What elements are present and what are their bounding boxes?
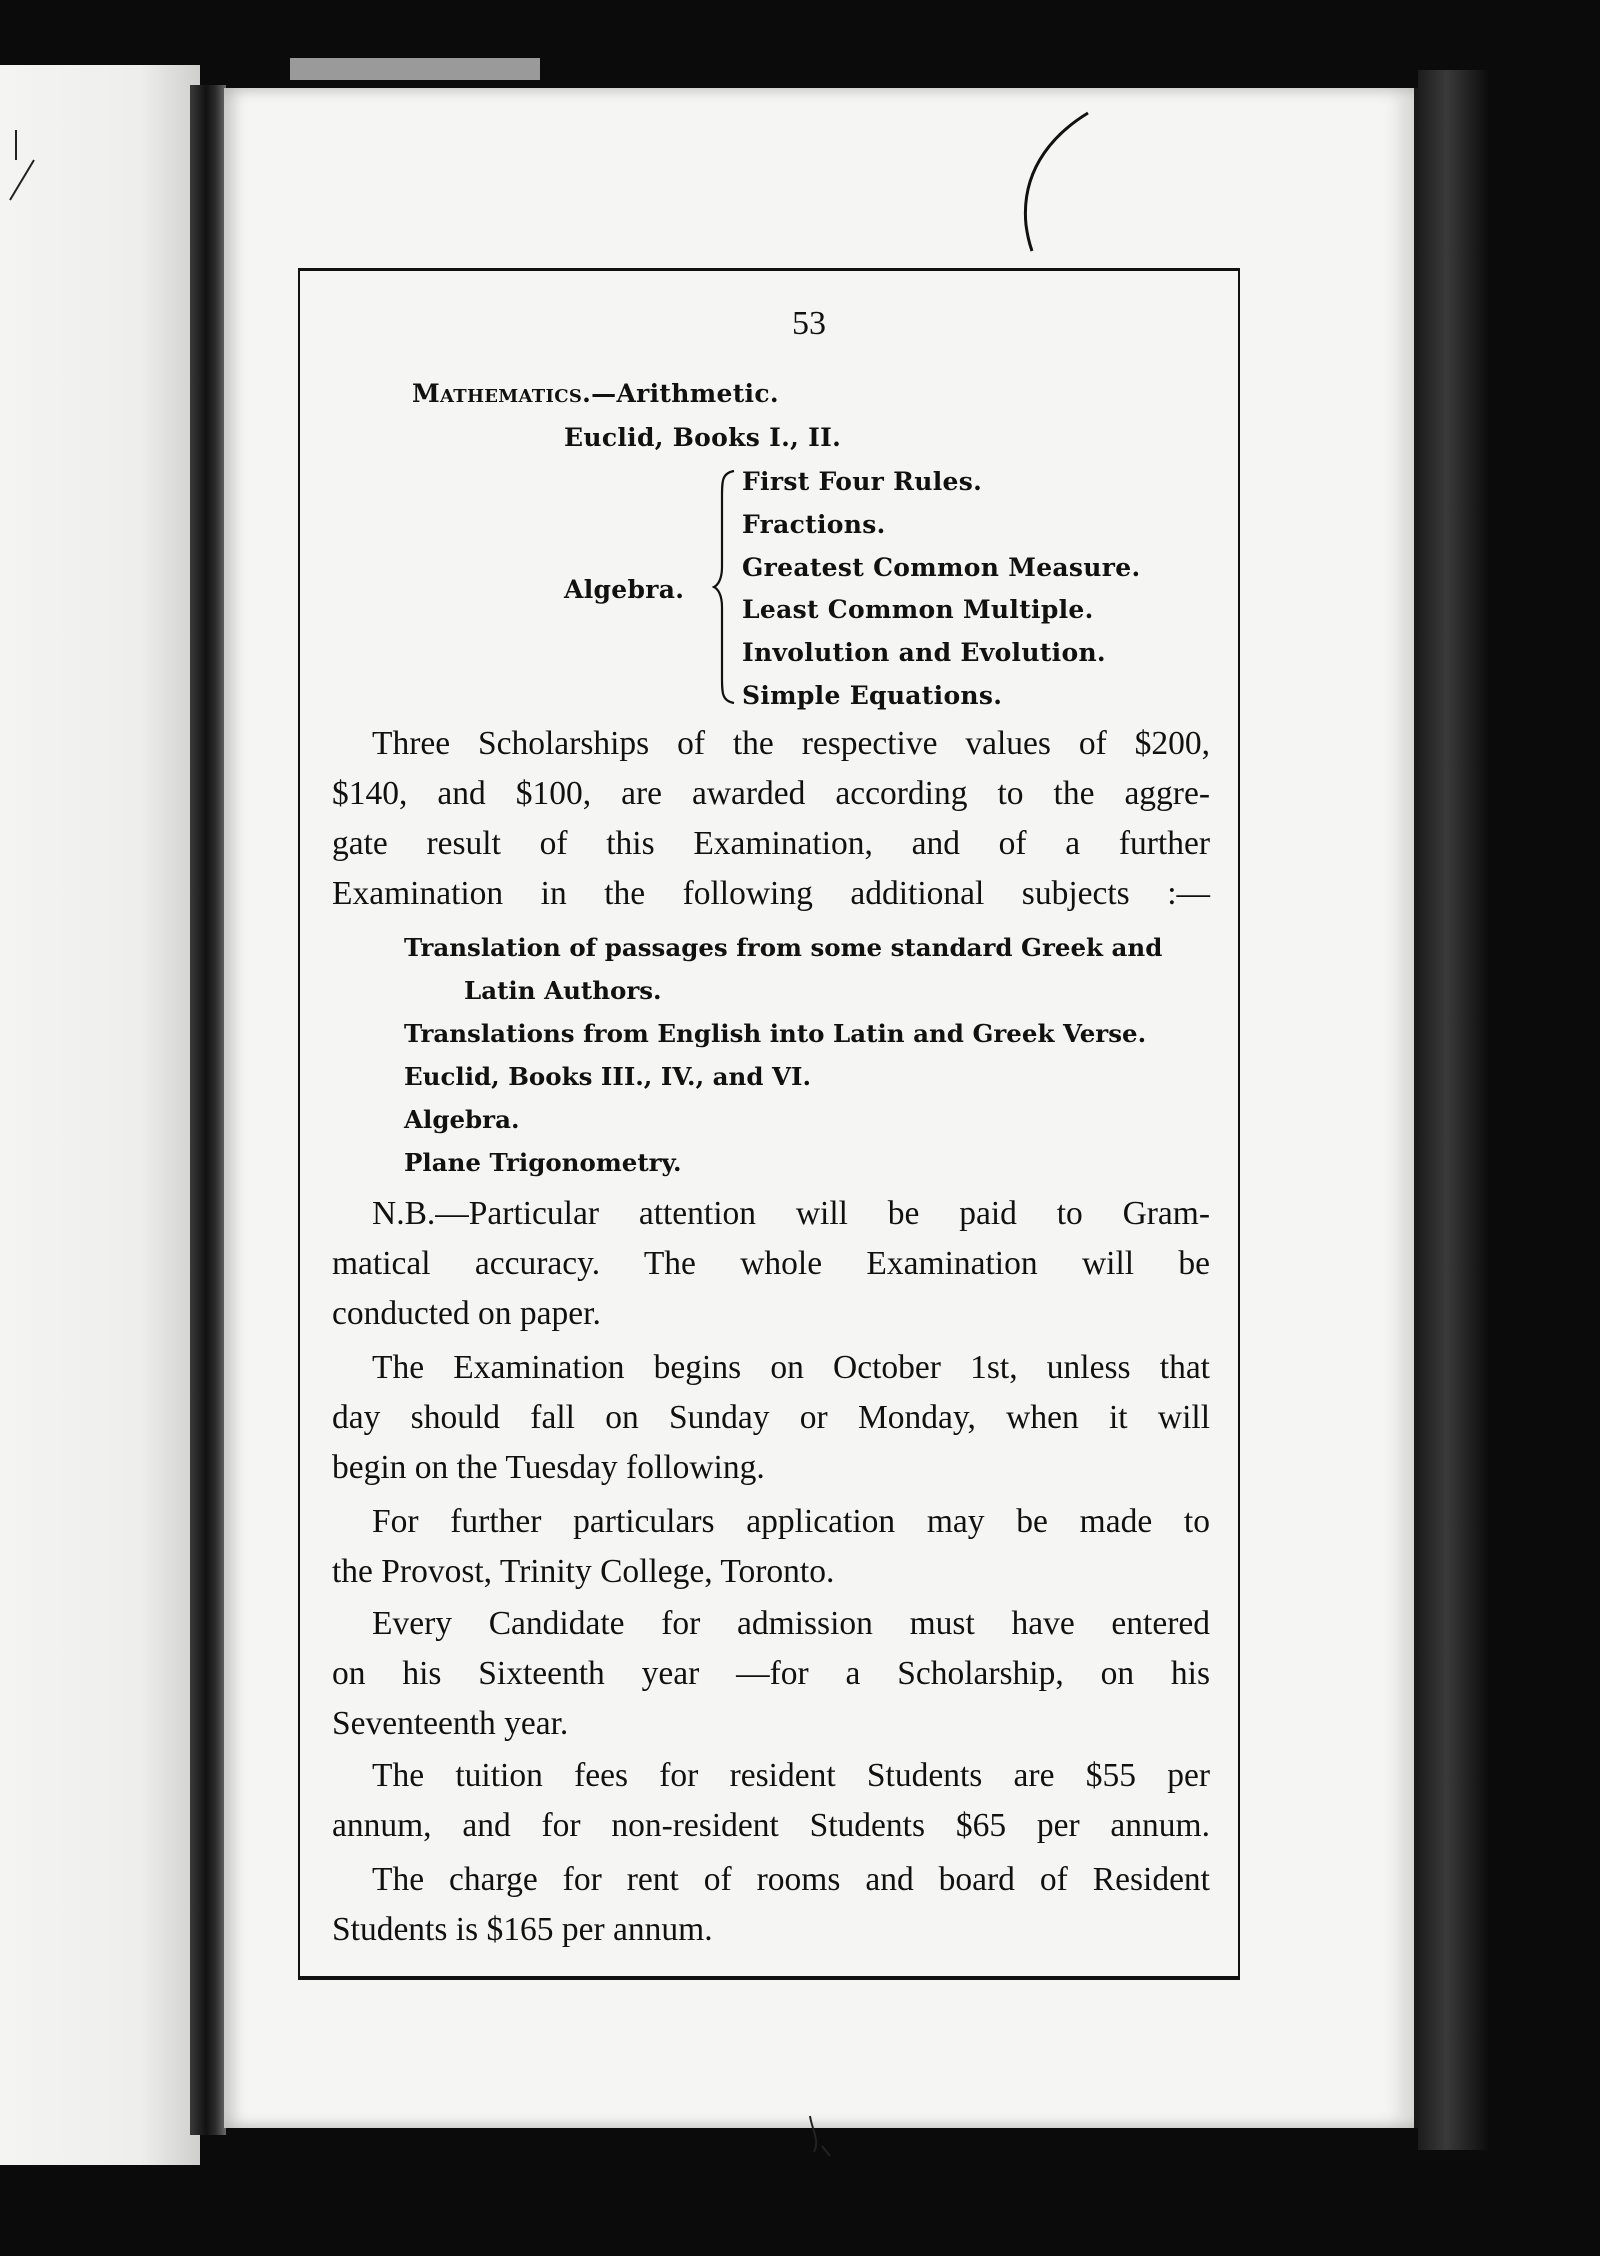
pencil-mark-icon xyxy=(0,120,40,220)
text-line: For further particulars application may be made to xyxy=(372,1503,1210,1540)
book-gutter xyxy=(190,85,226,2135)
mathematics-label: Mathematics. xyxy=(412,379,592,408)
text-line: Every Candidate for admission must have entered xyxy=(372,1605,1210,1642)
page-tab xyxy=(290,58,540,80)
begins-paragraph xyxy=(332,1343,1210,1493)
text-line: conducted on paper. xyxy=(332,1295,601,1332)
text-line: N.B.—Particular attention will be paid to Gram- xyxy=(372,1195,1210,1232)
additional-subject: Translation of passages from some standard Greek and xyxy=(404,933,1163,962)
text-line: Students is $165 per annum. xyxy=(332,1911,713,1948)
text-line: gate result of this Examination, and of a further xyxy=(332,825,1210,862)
text-line: $140, and $100, are awarded according to the aggre- xyxy=(332,775,1210,812)
mathematics-heading xyxy=(412,379,779,408)
text-line: Three Scholarships of the respective values of $200, xyxy=(372,725,1210,762)
printed-text-frame xyxy=(298,268,1240,1980)
mathematics-subject: —Arithmetic. xyxy=(591,379,779,408)
fees-paragraph xyxy=(332,1751,1210,1851)
particulars-paragraph xyxy=(332,1497,1210,1597)
text-line: day should fall on Sunday or Monday, when it will xyxy=(332,1399,1210,1436)
algebra-label: Algebra. xyxy=(564,575,685,604)
algebra-topic: Greatest Common Measure. xyxy=(742,553,1141,582)
pencil-mark-icon xyxy=(800,2110,840,2160)
algebra-topic: Least Common Multiple. xyxy=(742,595,1094,624)
text-line: Seventeenth year. xyxy=(332,1705,569,1742)
algebra-topic: Involution and Evolution. xyxy=(742,638,1106,667)
text-line: The tuition fees for resident Students are $55 per xyxy=(372,1757,1210,1794)
additional-subject: Translations from English into Latin and Greek Verse. xyxy=(404,1019,1147,1048)
candidate-paragraph xyxy=(332,1599,1210,1749)
text-line: on his Sixteenth year —for a Scholarship, on his xyxy=(332,1655,1210,1692)
scholarships-paragraph xyxy=(332,719,1210,919)
page-number: 53 xyxy=(792,305,826,342)
algebra-topic: Fractions. xyxy=(742,510,886,539)
text-line: Examination in the following additional subjects :— xyxy=(332,875,1210,912)
text-line: begin on the Tuesday following. xyxy=(332,1449,765,1486)
additional-subject: Latin Authors. xyxy=(464,976,662,1005)
book-fore-edge xyxy=(1418,70,1488,2150)
left-page-edge xyxy=(0,65,200,2165)
curly-brace-icon xyxy=(712,467,742,707)
algebra-topic: First Four Rules. xyxy=(742,467,983,496)
text-line: The Examination begins on October 1st, unless that xyxy=(372,1349,1210,1386)
additional-subject: Algebra. xyxy=(404,1105,520,1134)
pencil-mark-icon xyxy=(1000,105,1100,255)
text-line: annum, and for non-resident Students $65 per annum. xyxy=(332,1807,1210,1844)
algebra-topic: Simple Equations. xyxy=(742,681,1003,710)
text-line: the Provost, Trinity College, Toronto. xyxy=(332,1553,835,1590)
additional-subject: Euclid, Books III., IV., and VI. xyxy=(404,1062,811,1091)
euclid-books-subject: Euclid, Books I., II. xyxy=(564,423,842,452)
text-line: The charge for rent of rooms and board of Resident xyxy=(372,1861,1210,1898)
additional-subject: Plane Trigonometry. xyxy=(404,1148,682,1177)
rent-paragraph xyxy=(332,1855,1210,1955)
text-line: matical accuracy. The whole Examination will be xyxy=(332,1245,1210,1282)
nb-paragraph xyxy=(332,1189,1210,1339)
